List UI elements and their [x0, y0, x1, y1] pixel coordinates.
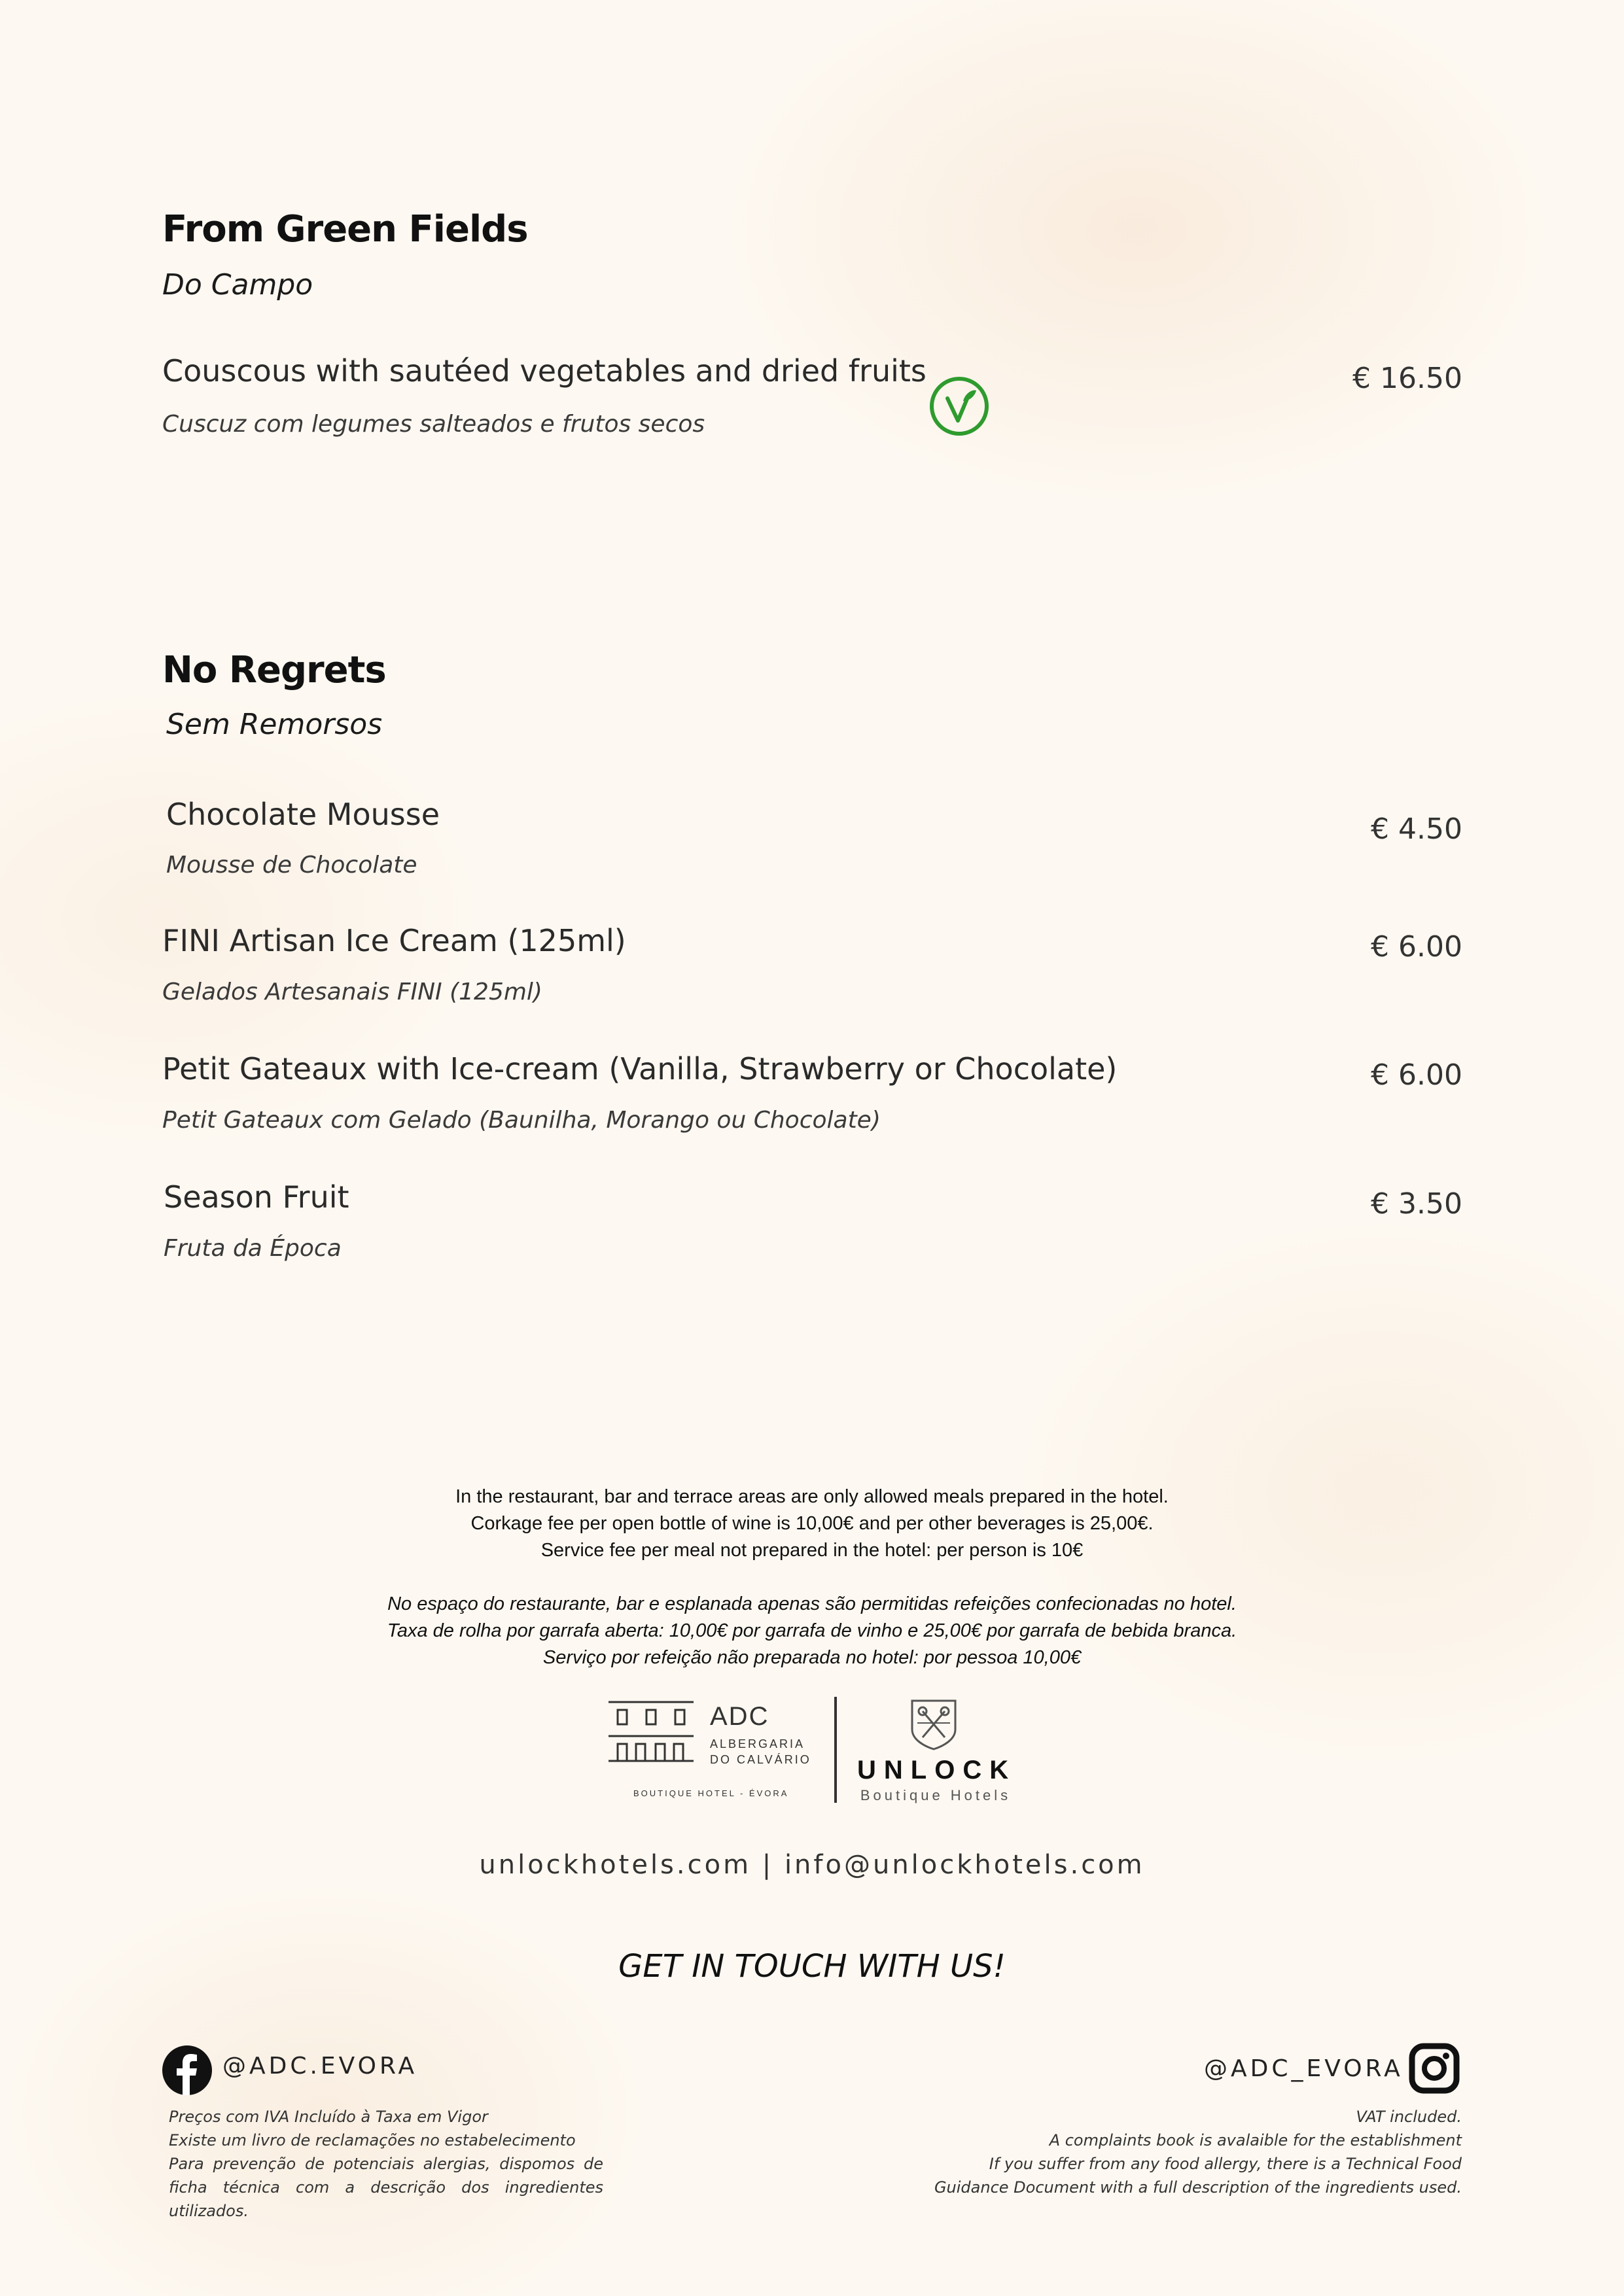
legal-line: If you suffer from any food allergy, there is a Technical Food: [989, 2155, 1462, 2173]
item-price: € 16.50: [1352, 362, 1462, 395]
note-line: Service fee per meal not prepared in the hotel: per person is 10€: [540, 1540, 1084, 1561]
section-subtitle-sem-remorsos: Sem Remorsos: [166, 708, 383, 741]
facebook-icon[interactable]: [162, 2045, 212, 2095]
item-translation: Mousse de Chocolate: [166, 852, 417, 878]
note-line: In the restaurant, bar and terrace areas are only allowed meals prepared in the hotel.: [455, 1486, 1169, 1507]
keys-shield-icon: [909, 1698, 958, 1750]
logo-divider: [834, 1697, 837, 1803]
section-subtitle-do-campo: Do Campo: [162, 268, 313, 302]
house-rules-en: [0, 1484, 1624, 1564]
section-title-no-regrets: No Regrets: [162, 649, 386, 691]
house-rules-pt: [0, 1591, 1624, 1671]
instagram-handle[interactable]: @ADC_EVORA: [1204, 2055, 1403, 2082]
section-title-green-fields: From Green Fields: [162, 208, 528, 251]
adc-line1: ALBERGARIA: [710, 1737, 805, 1750]
item-translation: Fruta da Época: [164, 1235, 342, 1262]
note-line: Serviço por refeição não preparada no hotel: por pessoa 10,00€: [542, 1647, 1082, 1668]
note-line: No espaço do restaurante, bar e esplanada apenas são permitidas refeições confecionadas no hotel.: [387, 1593, 1237, 1614]
item-price: € 6.00: [1371, 930, 1462, 964]
item-price: € 4.50: [1371, 812, 1462, 846]
item-name: Season Fruit: [164, 1179, 349, 1215]
adc-logo: [609, 1694, 818, 1805]
item-name: Chocolate Mousse: [166, 797, 440, 832]
legal-line: Para prevenção de potenciais alergias, dispomos de: [169, 2155, 603, 2173]
item-price: € 6.00: [1371, 1058, 1462, 1092]
adc-tagline: BOUTIQUE HOTEL - ÉVORA: [633, 1788, 789, 1798]
unlock-logo: [857, 1698, 1027, 1803]
item-price: € 3.50: [1371, 1187, 1462, 1221]
menu-item: [162, 353, 927, 389]
legal-line: VAT included.: [1356, 2108, 1462, 2126]
unlock-subtitle: Boutique Hotels: [860, 1787, 1012, 1803]
vegan-icon: [929, 376, 989, 436]
item-name: Couscous with sautéed vegetables and dried fruits: [162, 353, 927, 389]
instagram-icon[interactable]: [1409, 2043, 1460, 2094]
unlock-title: UNLOCK: [857, 1756, 1017, 1784]
note-line: Taxa de rolha por garrafa aberta: 10,00€ por garrafa de vinho e 25,00€ por garrafa de bebida branca.: [387, 1620, 1237, 1641]
facebook-handle[interactable]: @ADC.EVORA: [222, 2053, 418, 2079]
item-translation: Petit Gateaux com Gelado (Baunilha, Morango ou Chocolate): [162, 1107, 881, 1134]
item-translation: Cuscuz com legumes salteados e frutos secos: [162, 411, 705, 438]
legal-line: ficha técnica com a descrição dos ingredientes utilizados.: [169, 2178, 603, 2220]
contact-line[interactable]: unlockhotels.com | info@unlockhotels.com: [479, 1850, 1145, 1880]
legal-text-pt: [169, 2105, 603, 2223]
legal-line: Guidance Document with a full description of the ingredients used.: [934, 2178, 1462, 2197]
building-icon: [609, 1701, 694, 1773]
adc-line2: DO CALVÁRIO: [710, 1753, 811, 1766]
item-translation: Gelados Artesanais FINI (125ml): [162, 979, 542, 1005]
legal-line: Preços com IVA Incluído à Taxa em Vigor: [169, 2108, 488, 2126]
note-line: Corkage fee per open bottle of wine is 10,00€ and per other beverages is 25,00€.: [470, 1513, 1154, 1534]
legal-text-en: [903, 2105, 1462, 2199]
legal-line: Existe um livro de reclamações no estabelecimento: [169, 2131, 576, 2149]
item-name: FINI Artisan Ice Cream (125ml): [162, 923, 626, 958]
get-in-touch-heading: GET IN TOUCH WITH US!: [618, 1948, 1006, 1985]
adc-title: ADC: [710, 1702, 769, 1731]
item-name: Petit Gateaux with Ice-cream (Vanilla, Strawberry or Chocolate): [162, 1051, 1118, 1087]
legal-line: A complaints book is avalaible for the establishment: [1049, 2131, 1462, 2149]
